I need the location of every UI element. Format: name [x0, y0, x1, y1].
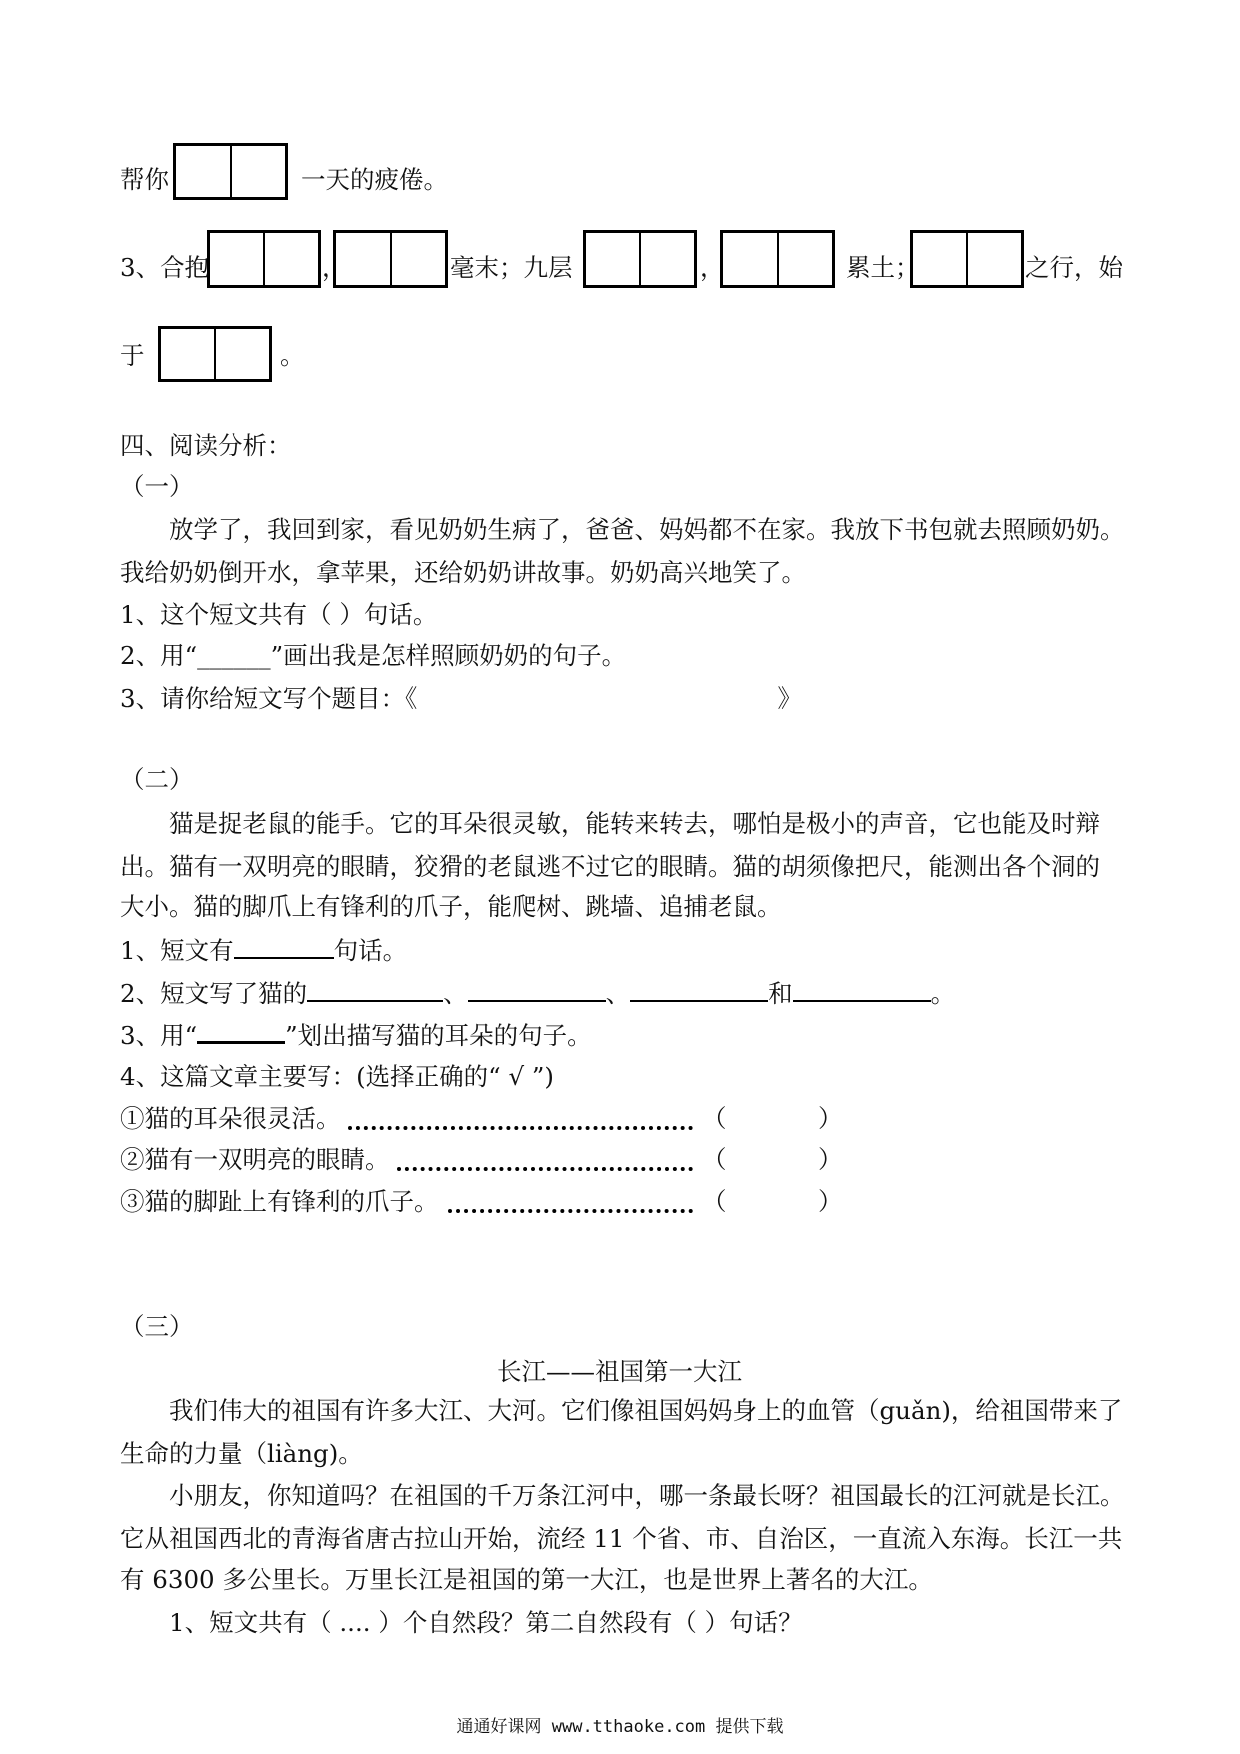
question-4: 4、这篇文章主要写：(选择正确的“ √ ”)	[120, 1062, 554, 1091]
separator: 、	[443, 979, 468, 1008]
close-paren: ）	[818, 1187, 843, 1216]
answer-box[interactable]	[173, 143, 288, 200]
answer-box[interactable]	[333, 230, 448, 288]
passage-label: （三）	[120, 1312, 194, 1341]
fill-line-3-prefix: 于	[120, 341, 145, 370]
comma: ，	[322, 253, 347, 282]
answer-box[interactable]	[583, 230, 697, 288]
question-1: 1、这个短文共有（ ）句话。	[120, 600, 438, 629]
answer-blank[interactable]	[307, 978, 443, 1002]
question-text: 2、短文写了猫的	[120, 979, 308, 1008]
fill-line-2-c: 累土；	[846, 253, 920, 282]
question-1: 1、短文共有（ .... ）个自然段？第二自然段有（ ）句话？	[169, 1608, 803, 1637]
passage-title: 长江——祖国第一大江	[497, 1357, 742, 1386]
question-text: ”划出描写猫的耳朵的句子。	[285, 1021, 592, 1050]
question-text: 》	[777, 684, 802, 713]
answer-box[interactable]	[158, 326, 272, 382]
underline-sample: ______	[197, 641, 271, 670]
fill-line-2-d: 之行，始	[1025, 253, 1123, 282]
fill-line-2-a: 3、合抱	[120, 253, 210, 282]
passage-line: 猫是捉老鼠的能手。它的耳朵很灵敏，能转来转去，哪怕是极小的声音，它也能及时辩	[169, 809, 1100, 838]
fill-line-2-b: 毫末；九层	[450, 253, 573, 282]
answer-blank[interactable]	[793, 978, 931, 1002]
fill-line-1-suffix: 一天的疲倦。	[301, 165, 448, 194]
passage-line: 生命的力量（liàng)。	[120, 1439, 363, 1468]
comma: ，	[700, 253, 725, 282]
option-3: ③猫的脚趾上有锋利的爪子。	[120, 1187, 439, 1216]
footer-source: 通通好课网 www.tthaoke.com 提供下载	[456, 1717, 784, 1737]
answer-box[interactable]	[720, 230, 835, 288]
passage-line: 出。猫有一双明亮的眼睛，狡猾的老鼠逃不过它的眼睛。猫的胡须像把尺，能测出各个洞的	[120, 852, 1100, 881]
open-paren: （	[702, 1145, 727, 1174]
close-paren: ）	[818, 1145, 843, 1174]
fill-line-1-prefix: 帮你	[120, 165, 169, 194]
question-text: 3、用“	[120, 1021, 198, 1050]
passage-line: 大小。猫的脚爪上有锋利的爪子，能爬树、跳墙、追捕老鼠。	[120, 892, 782, 921]
and-text: 和	[768, 979, 793, 1008]
dotted-leader	[397, 1151, 693, 1171]
period: 。	[930, 979, 956, 1008]
passage-line: 有 6300 多公里长。万里长江是祖国的第一大江，也是世界上著名的大江。	[120, 1565, 933, 1594]
answer-blank[interactable]	[630, 978, 768, 1002]
passage-line: 它从祖国西北的青海省唐古拉山开始，流经 11 个省、市、自治区，一直流入东海。长江一共	[120, 1524, 1123, 1553]
passage-line: 我们伟大的祖国有许多大江、大河。它们像祖国妈妈身上的血管（guǎn)，给祖国带来了	[169, 1396, 1123, 1425]
section-heading: 四、阅读分析：	[120, 431, 292, 460]
checkmark-answer[interactable]	[740, 1104, 820, 1134]
question-text: 句话。	[333, 936, 408, 965]
question-text: 2、用“	[120, 641, 198, 670]
question-text: ”画出我是怎样照顾奶奶的句子。	[270, 641, 627, 670]
passage-line: 我给奶奶倒开水，拿苹果，还给奶奶讲故事。奶奶高兴地笑了。	[120, 558, 806, 587]
close-paren: ）	[818, 1104, 843, 1133]
question-3	[120, 1019, 592, 1049]
question-2	[120, 641, 626, 671]
separator: 、	[605, 979, 631, 1008]
checkmark-answer[interactable]	[740, 1145, 820, 1175]
open-paren: （	[702, 1104, 727, 1133]
question-2	[120, 978, 955, 1008]
answer-box[interactable]	[910, 230, 1024, 288]
passage-line: 放学了，我回到家，看见奶奶生病了，爸爸、妈妈都不在家。我放下书包就去照顾奶奶。	[169, 515, 1125, 544]
passage-label: （二）	[120, 765, 194, 794]
passage-line: 小朋友，你知道吗？在祖国的千万条江河中，哪一条最长呀？祖国最长的江河就是长江。	[169, 1481, 1125, 1510]
passage-label: （一）	[120, 472, 194, 501]
option-2: ②猫有一双明亮的眼睛。	[120, 1145, 390, 1174]
answer-blank[interactable]	[234, 935, 334, 959]
checkmark-answer[interactable]	[740, 1187, 820, 1217]
question-text: 1、短文有	[120, 936, 234, 965]
question-1	[120, 935, 407, 965]
open-paren: （	[702, 1187, 727, 1216]
question-3	[120, 684, 802, 714]
fill-line-3-suffix: 。	[280, 341, 305, 370]
answer-box[interactable]	[207, 230, 321, 288]
dotted-leader	[348, 1110, 693, 1130]
question-text: 3、请你给短文写个题目：《	[120, 684, 418, 713]
dotted-leader	[448, 1193, 693, 1213]
option-1: ①猫的耳朵很灵活。	[120, 1104, 341, 1133]
answer-blank[interactable]	[468, 978, 606, 1002]
underline-sample	[197, 1019, 285, 1044]
